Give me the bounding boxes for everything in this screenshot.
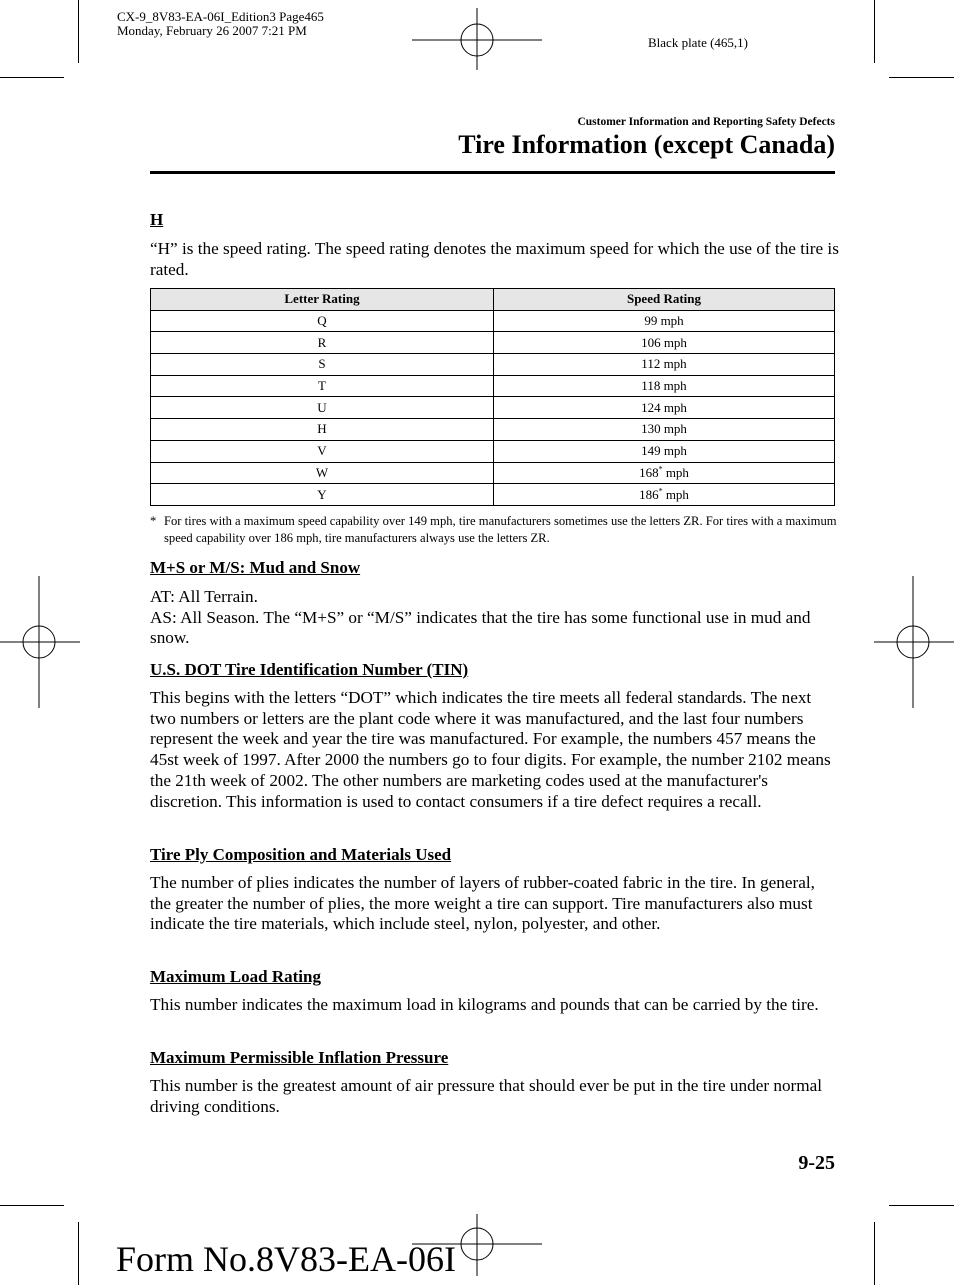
letter-cell: R xyxy=(151,332,494,354)
plate-label: Black plate (465,1) xyxy=(648,35,748,50)
ply-text: The number of plies indicates the number of layers of rubber-coated fabric in the tire. In general, the greater the number of plies, the more weight a tire can support. Tire manufacturers also must indicate the tire materials, which include steel, nylon, polyester, and other. xyxy=(150,873,815,934)
letter-cell: Y xyxy=(151,484,494,506)
table-row xyxy=(151,354,835,376)
speed-value: 186 xyxy=(639,486,659,502)
speed-cell: 118 mph xyxy=(494,375,835,397)
table-footnote xyxy=(150,513,840,547)
slug-line-2: Monday, February 26 2007 7:21 PM xyxy=(117,23,307,38)
letter-cell: U xyxy=(151,397,494,419)
speed-cell: 99 mph xyxy=(494,310,835,332)
speed-unit: mph xyxy=(662,464,689,480)
speed-cell: 149 mph xyxy=(494,440,835,462)
tin-heading: U.S. DOT Tire Identification Number (TIN) xyxy=(150,660,469,679)
table-row xyxy=(151,332,835,354)
footnote-text: For tires with a maximum speed capability over 149 mph, tire manufacturers sometimes use the letters ZR. For tires with a maximum speed capability over 186 mph, tire manufacturers always use the letters ZR. xyxy=(164,514,837,545)
letter-cell: V xyxy=(151,440,494,462)
mud-snow-heading: M+S or M/S: Mud and Snow xyxy=(150,558,361,577)
letter-cell: H xyxy=(151,419,494,441)
table-row xyxy=(151,310,835,332)
speed-cell: 130 mph xyxy=(494,419,835,441)
mud-snow-text xyxy=(150,587,840,649)
letter-cell: S xyxy=(151,354,494,376)
table-row xyxy=(151,397,835,419)
inflation-heading: Maximum Permissible Inflation Pressure xyxy=(150,1048,449,1067)
letter-cell: W xyxy=(151,462,494,484)
speed-value: 168 xyxy=(639,464,659,480)
speed-rating-table xyxy=(150,288,835,506)
speed-cell: 106 mph xyxy=(494,332,835,354)
table-row xyxy=(151,375,835,397)
letter-cell: Q xyxy=(151,310,494,332)
column-header-speed: Speed Rating xyxy=(494,289,835,311)
running-header: Customer Information and Reporting Safety Defects xyxy=(577,116,835,128)
footnote-marker: * xyxy=(658,464,663,474)
speed-cell: 112 mph xyxy=(494,354,835,376)
ply-heading: Tire Ply Composition and Materials Used xyxy=(150,845,452,864)
tin-text: This begins with the letters “DOT” which indicates the tire meets all federal standards. The next two numbers or letters are the plant code where it was manufactured, and the last four numbers represent the week and year the tire was manufactured. For example, the numbers 457 means the 45st week of 1997. After 2000 the numbers go to four digits. For example, the number 2102 means the 21th week of 2002. The other numbers are marketing codes used at the manufacturer's discretion. This information is used to contact consumers if a tire defect requires a recall. xyxy=(150,688,831,811)
all-terrain-line: AT: All Terrain. xyxy=(150,587,258,606)
page-number: 9-25 xyxy=(798,1152,835,1174)
page-title: Tire Information (except Canada) xyxy=(458,130,835,159)
title-rule xyxy=(150,171,835,174)
speed-rating-text: “H” is the speed rating. The speed rating denotes the maximum speed for which the use of the tire is rated. xyxy=(150,239,839,279)
table-header-row xyxy=(151,289,835,311)
table-row xyxy=(151,419,835,441)
all-season-line: AS: All Season. The “M+S” or “M/S” indicates that the tire has some functional use in mud and snow. xyxy=(150,607,811,648)
letter-cell: T xyxy=(151,375,494,397)
table-row xyxy=(151,462,835,484)
speed-unit: mph xyxy=(662,486,689,502)
column-header-letter: Letter Rating xyxy=(151,289,494,311)
speed-rating-heading: H xyxy=(150,210,164,229)
slug-line-1: CX-9_8V83-EA-06I_Edition3 Page465 xyxy=(117,9,324,24)
footnote-marker: * xyxy=(658,486,663,496)
table-row xyxy=(151,440,835,462)
load-heading: Maximum Load Rating xyxy=(150,967,321,986)
form-number: Form No.8V83-EA-06I xyxy=(116,1239,456,1279)
registration-mark-top xyxy=(412,8,542,70)
inflation-text: This number is the greatest amount of air pressure that should ever be put in the tire under normal driving conditions. xyxy=(150,1076,823,1116)
speed-cell: 124 mph xyxy=(494,397,835,419)
speed-cell xyxy=(494,462,835,484)
speed-cell xyxy=(494,484,835,506)
load-text: This number indicates the maximum load in kilograms and pounds that can be carried by the tire. xyxy=(150,995,819,1014)
table-row xyxy=(151,484,835,506)
registration-mark-left xyxy=(0,576,80,708)
footnote-star: * xyxy=(150,514,157,528)
print-slug xyxy=(117,10,324,38)
registration-mark-right xyxy=(874,576,954,708)
